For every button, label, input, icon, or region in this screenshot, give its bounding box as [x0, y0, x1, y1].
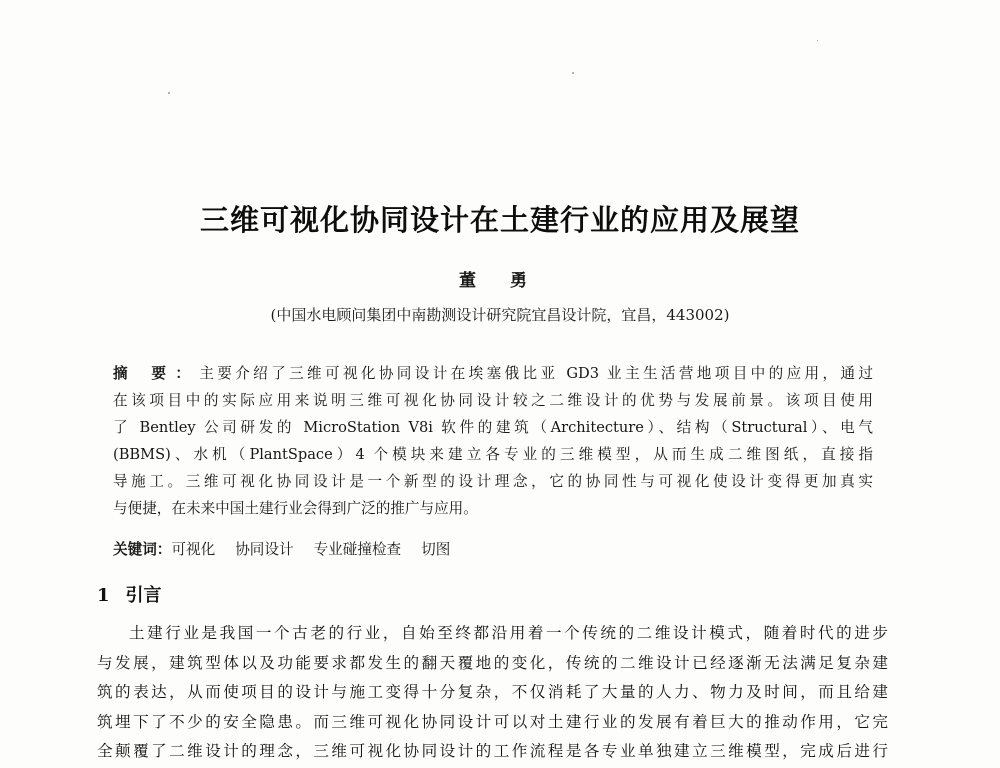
keyword: 专业碰撞检查 — [313, 541, 402, 558]
section-heading — [97, 581, 162, 607]
keyword: 协同设计 — [235, 541, 294, 558]
body-line: 全颠覆了二维设计的理念，三维可视化协同设计的工作流程是各专业单独建立三维模型，完成后进行 — [97, 742, 888, 760]
body-line: 与发展，建筑型体以及功能要求都发生的翻天覆地的变化，传统的二维设计已经逐渐无法满足复杂建 — [97, 653, 888, 672]
scan-speck — [168, 92, 170, 94]
author-affiliation: (中国水电顾问集团中南勘测设计研究院宜昌设计院，宜昌，443002) — [270, 306, 730, 324]
body-paragraph — [97, 619, 888, 767]
body-line: 土建行业是我国一个古老的行业，自始至终都沿用着一个传统的二维设计模式，随着时代的进步 — [129, 624, 888, 642]
abstract-block — [113, 360, 873, 522]
body-line: 筑埋下了不少的安全隐患。而三维可视化协同设计可以对土建行业的发展有着巨大的推动作用，它完 — [97, 712, 888, 731]
keywords-line — [113, 538, 470, 559]
author-name: 董 勇 — [459, 271, 541, 291]
section-title: 引言 — [125, 585, 162, 606]
keyword: 切图 — [421, 541, 451, 558]
abstract-line: 在该项目中的实际应用来说明三维可视化协同设计较之二维设计的优势与发展前景。该项目使用 — [113, 392, 873, 409]
abstract-text: 主要介绍了三维可视化协同设计在埃塞俄比亚 GD3 业主生活营地项目中的应用，通过 — [199, 365, 873, 382]
abstract-line — [113, 360, 873, 387]
scan-speck — [572, 72, 574, 74]
keywords-label: 关键词： — [113, 541, 172, 558]
abstract-line: (BBMS)、水机（PlantSpace）4 个模块来建立各专业的三维模型，从而生成二维图纸，直接指 — [113, 446, 873, 463]
body-line: 筑的表达，从而使项目的设计与施工变得十分复杂，不仅消耗了大量的人力、物力及时间，而且给建 — [97, 683, 888, 701]
abstract-line: 与便捷，在未来中国土建行业会得到广泛的推广与应用。 — [113, 500, 478, 517]
section-number: 1 — [97, 585, 110, 606]
scan-speck — [817, 40, 818, 41]
abstract-line: 了 Bentley 公司研发的 MicroStation V8i 软件的建筑（Architecture）、结构（Structural）、电气 — [113, 419, 873, 436]
paper-title: 三维可视化协同设计在土建行业的应用及展望 — [199, 203, 800, 237]
abstract-line: 导施工。三维可视化协同设计是一个新型的设计理念，它的协同性与可视化使设计变得更加真实 — [113, 473, 873, 490]
abstract-label: 摘 要： — [113, 365, 200, 382]
keyword: 可视化 — [171, 541, 216, 558]
